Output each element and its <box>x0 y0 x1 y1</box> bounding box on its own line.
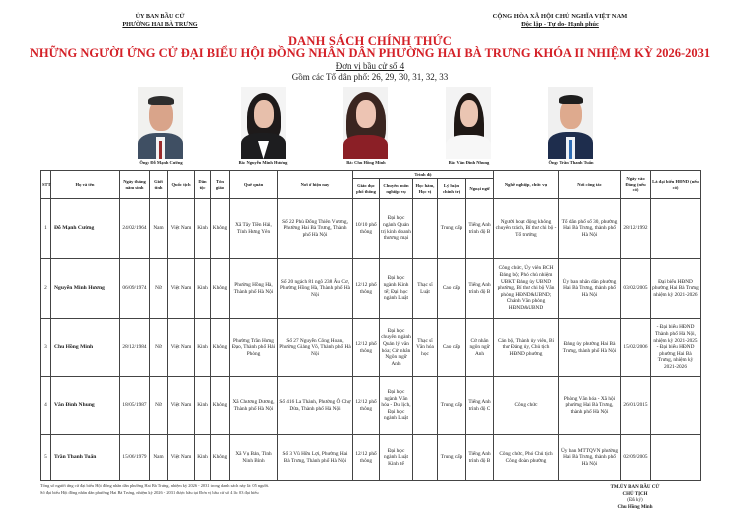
cell-language: Tiếng Anh trình độ B <box>466 199 494 259</box>
signature-block <box>595 485 675 511</box>
cell-address: Số 20 ngách 81 ngõ 238 Âu Cơ, Phường Hồng Hà, Thành phố Hà Nội <box>278 259 353 319</box>
cell-religion: Không <box>211 435 230 481</box>
cell-nationality: Việt Nam <box>168 435 195 481</box>
table-header-row <box>41 171 701 179</box>
hdnd-entry: - Đại biểu HĐND phường Hai Bà Trưng, nhiệm kỳ 2021-2026 <box>656 344 695 370</box>
table-row <box>41 319 701 377</box>
cell-workplace: Ủy ban nhân dân phường Hai Bà Trưng, thành phố Hà Nội <box>559 259 621 319</box>
motto-line1: CỘNG HÒA XÃ HỘI CHỦ NGHĨA VIỆT NAM <box>492 13 628 20</box>
cell-education: 12/12 phổ thông <box>353 377 380 435</box>
cell-education: 12/12 phổ thông <box>353 259 380 319</box>
issuer-line1: ỦY BAN BẦU CỬ <box>135 13 185 20</box>
cell-name: Trần Thanh Tuấn <box>51 435 120 481</box>
cell-party-date: 15/02/2006 <box>621 319 651 377</box>
document-subtitle: NHỮNG NGƯỜI ỨNG CỬ ĐẠI BIỂU HỘI ĐỒNG NHÂN DÂN PHƯỜNG HAI BÀ TRƯNG KHÓA II NHIỆM KỲ 2026-2031 <box>29 46 711 60</box>
col-major: Chuyên môn nghiệp vụ <box>380 179 413 199</box>
cell-name: Văn Đình Nhung <box>51 377 120 435</box>
cell-hdnd <box>651 435 701 481</box>
cell-nationality: Việt Nam <box>168 199 195 259</box>
cell-major: Đại học ngành Kinh tế; Đại học ngành Luật <box>380 259 413 319</box>
cell-nationality: Việt Nam <box>168 319 195 377</box>
cell-language: Cử nhân ngôn ngữ Anh <box>466 319 494 377</box>
cell-workplace: Phòng Văn hóa - Xã hội phường Hai Bà Trưng, thành phố Hà Nội <box>559 377 621 435</box>
cell-hdnd <box>651 199 701 259</box>
photo-caption-4: Bà: Văn Đình Nhung <box>448 160 490 165</box>
col-hdnd: Là đại biểu HĐND (nếu có) <box>651 171 701 199</box>
document-title: DANH SÁCH CHÍNH THỨC <box>287 34 453 48</box>
cell-ethnicity: Kinh <box>195 259 211 319</box>
cell-dob: 06/09/1974 <box>120 259 150 319</box>
photo-caption-2: Bà: Nguyễn Minh Hương <box>238 160 288 165</box>
cell-stt: 2 <box>41 259 51 319</box>
cell-occupation: Người hoạt động không chuyên trách, Bí thư chi bộ - Tổ trưởng <box>494 199 559 259</box>
footer-note-seats: Số đại biểu Hội đồng nhân dân phường Hai Bà Trưng, nhiệm kỳ 2026 - 2031 được bầu tại Đơn vị bầu cử số 4 là: 03 đại biểu <box>40 490 259 495</box>
cell-gender: Nam <box>150 435 168 481</box>
cell-dob: 15/06/1979 <box>120 435 150 481</box>
signature-title: CHỦ TỊCH <box>622 491 648 497</box>
issuer-header <box>95 13 225 29</box>
photo-caption-5: Ông: Trần Thanh Tuấn <box>548 160 594 165</box>
national-motto <box>455 13 665 29</box>
cell-political: Cao cấp <box>438 259 466 319</box>
footer-note-total: Tổng số người ứng cử đại biểu Hội đồng nhân dân phường Hai Bà Trưng, nhiệm kỳ 2026 - 2031 trong danh sách này là: 05 người. <box>40 483 270 488</box>
cell-religion: Không <box>211 199 230 259</box>
cell-address: Số 27 Nguyễn Công Hoan, Phường Giảng Võ, Thành phố Hà Nội <box>278 319 353 377</box>
col-occupation: Nghề nghiệp, chức vụ <box>494 171 559 199</box>
cell-major: Đại học ngành Quản trị kinh doanh thương mại <box>380 199 413 259</box>
cell-major: Đại học chuyên ngành Quản lý văn hóa; Cử nhân Ngôn ngữ Anh <box>380 319 413 377</box>
cell-ethnicity: Kinh <box>195 377 211 435</box>
cell-language: Tiếng Anh trình độ C <box>466 377 494 435</box>
col-education: Giáo dục phổ thông <box>353 179 380 199</box>
col-political: Lý luận chính trị <box>438 179 466 199</box>
candidate-photo-1 <box>138 87 183 159</box>
candidate-photo-5 <box>548 87 593 159</box>
col-hometown: Quê quán <box>230 171 278 199</box>
col-gender: Giới tính <box>150 171 168 199</box>
cell-workplace: Ủy ban MTTQVN phường Hai Bà Trưng, thành phố Hà Nội <box>559 435 621 481</box>
photo-caption-3: Bà: Chu Hồng Minh <box>346 160 386 165</box>
issuer-line2: PHƯỜNG HAI BÀ TRƯNG <box>122 21 198 28</box>
cell-workplace: Đảng ủy phường Hai Bà Trưng, thành phố Hà Nội <box>559 319 621 377</box>
cell-address: Số 22 Phù Đổng Thiên Vương, Phường Hai Bà Trưng, Thành phố Hà Nội <box>278 199 353 259</box>
cell-hdnd <box>651 377 701 435</box>
cell-language: Tiếng Anh trình độ B <box>466 435 494 481</box>
cell-education: 12/12 phổ thông <box>353 435 380 481</box>
signature-org: TM.ỦY BAN BẦU CỬ <box>610 485 660 490</box>
cell-language: Tiếng Anh trình độ B <box>466 259 494 319</box>
cell-education: 10/10 phổ thông <box>353 199 380 259</box>
col-address: Nơi ở hiện nay <box>278 171 353 199</box>
cell-degree <box>413 199 438 259</box>
col-stt: STT <box>41 171 51 199</box>
cell-occupation: Công chức <box>494 377 559 435</box>
electoral-unit <box>0 61 740 71</box>
cell-name: Đỗ Mạnh Cường <box>51 199 120 259</box>
motto-line2: Độc lập - Tự do- Hạnh phúc <box>521 21 599 28</box>
table-row <box>41 435 701 481</box>
cell-political: Trung cấp <box>438 199 466 259</box>
cell-religion: Không <box>211 377 230 435</box>
residential-groups: Gồm các Tổ dân phố: 26, 29, 30, 31, 32, 33 <box>291 72 449 82</box>
col-religion: Tôn giáo <box>211 171 230 199</box>
cell-dob: 28/12/1984 <box>120 319 150 377</box>
cell-nationality: Việt Nam <box>168 259 195 319</box>
cell-ethnicity: Kinh <box>195 435 211 481</box>
cell-religion: Không <box>211 259 230 319</box>
cell-hdnd <box>651 319 701 377</box>
cell-occupation: Cán bộ, Thành ủy viên, Bí thư Đảng ủy, Chủ tịch HĐND phường <box>494 319 559 377</box>
cell-stt: 3 <box>41 319 51 377</box>
cell-dob: 24/02/1964 <box>120 199 150 259</box>
cell-occupation: Công chức, Ủy viên BCH Đảng bộ; Phó chủ nhiệm UBKT Đảng ủy UBND phường, Bí thư chi bộ Văn phòng HĐND&UBND; Chánh Văn phòng HĐND&UBND <box>494 259 559 319</box>
cell-party-date: 28/12/1992 <box>621 199 651 259</box>
cell-hometown: Phường Trần Hưng Đạo, Thành phố Hải Phòng <box>230 319 278 377</box>
signature-status: (Đã ký) <box>627 498 643 504</box>
cell-degree: Thạc sĩ Văn hóa học <box>413 319 438 377</box>
cell-nationality: Việt Nam <box>168 377 195 435</box>
col-nationality: Quốc tịch <box>168 171 195 199</box>
cell-hometown: Xã Tây Tiền Hải, Tỉnh Hưng Yên <box>230 199 278 259</box>
cell-hometown: Xã Chương Dương, Thành phố Hà Nội <box>230 377 278 435</box>
cell-political: Trung cấp <box>438 377 466 435</box>
cell-education: 12/12 phổ thông <box>353 319 380 377</box>
cell-dob: 18/05/1987 <box>120 377 150 435</box>
cell-hdnd: Đại biểu HĐND phường Hai Bà Trưng nhiệm kỳ 2021-2026 <box>651 259 701 319</box>
cell-political: Trung cấp <box>438 435 466 481</box>
table-row <box>41 199 701 259</box>
cell-degree <box>413 377 438 435</box>
col-dob: Ngày tháng năm sinh <box>120 171 150 199</box>
signature-name: Chu Hồng Minh <box>617 504 653 510</box>
col-degree: Học hàm, Học vị <box>413 179 438 199</box>
table-row <box>41 377 701 435</box>
cell-stt: 1 <box>41 199 51 259</box>
cell-religion: Không <box>211 319 230 377</box>
cell-party-date: 26/01/2015 <box>621 377 651 435</box>
cell-ethnicity: Kinh <box>195 199 211 259</box>
cell-party-date: 03/02/2005 <box>621 259 651 319</box>
cell-party-date: 02/09/2005 <box>621 435 651 481</box>
cell-major: Đại học ngành Luật Kinh tế <box>380 435 413 481</box>
col-name: Họ và tên <box>51 171 120 199</box>
cell-occupation: Công chức, Phó Chủ tịch Công đoàn phường <box>494 435 559 481</box>
cell-gender: Nữ <box>150 259 168 319</box>
candidate-photo-2 <box>241 87 286 159</box>
candidate-photo-4 <box>446 87 491 159</box>
cell-hometown: Xã Vụ Bản, Tỉnh Ninh Bình <box>230 435 278 481</box>
cell-address: Số 416 La Thành, Phường Ô Chợ Dừa, Thành phố Hà Nội <box>278 377 353 435</box>
cell-degree <box>413 435 438 481</box>
cell-name: Nguyễn Minh Hương <box>51 259 120 319</box>
col-language: Ngoại ngữ <box>466 179 494 199</box>
candidate-photo-3 <box>343 87 388 159</box>
cell-gender: Nam <box>150 199 168 259</box>
cell-stt: 5 <box>41 435 51 481</box>
photo-caption-1: Ông: Đỗ Mạnh Cường <box>139 160 183 165</box>
electoral-unit-text: Đơn vị bầu cử số 4 <box>335 61 405 71</box>
col-workplace: Nơi công tác <box>559 171 621 199</box>
cell-major: Đại học ngành Văn hóa - Du lịch, Đại học ngành Luật <box>380 377 413 435</box>
cell-hometown: Phường Hồng Hà, Thành phố Hà Nội <box>230 259 278 319</box>
cell-gender: Nữ <box>150 377 168 435</box>
cell-ethnicity: Kinh <box>195 319 211 377</box>
cell-gender: Nữ <box>150 319 168 377</box>
table-row <box>41 259 701 319</box>
cell-political: Cao cấp <box>438 319 466 377</box>
cell-workplace: Tổ dân phố số 30, phường Hai Bà Trưng, thành phố Hà Nội <box>559 199 621 259</box>
cell-address: Số 3 Vũ Hữu Lợi, Phường Hai Bà Trưng, Thành phố Hà Nội <box>278 435 353 481</box>
cell-degree: Thạc sĩ Luật <box>413 259 438 319</box>
hdnd-entry: - Đại biểu HĐND Thành phố Hà Nội, nhiệm kỳ 2021-2025 <box>653 324 698 344</box>
col-ethnicity: Dân tộc <box>195 171 211 199</box>
cell-name: Chu Hồng Minh <box>51 319 120 377</box>
col-group-education: Trình độ <box>353 171 494 179</box>
candidate-table <box>40 170 701 481</box>
col-party-date: Ngày vào Đảng (nếu có) <box>621 171 651 199</box>
cell-stt: 4 <box>41 377 51 435</box>
